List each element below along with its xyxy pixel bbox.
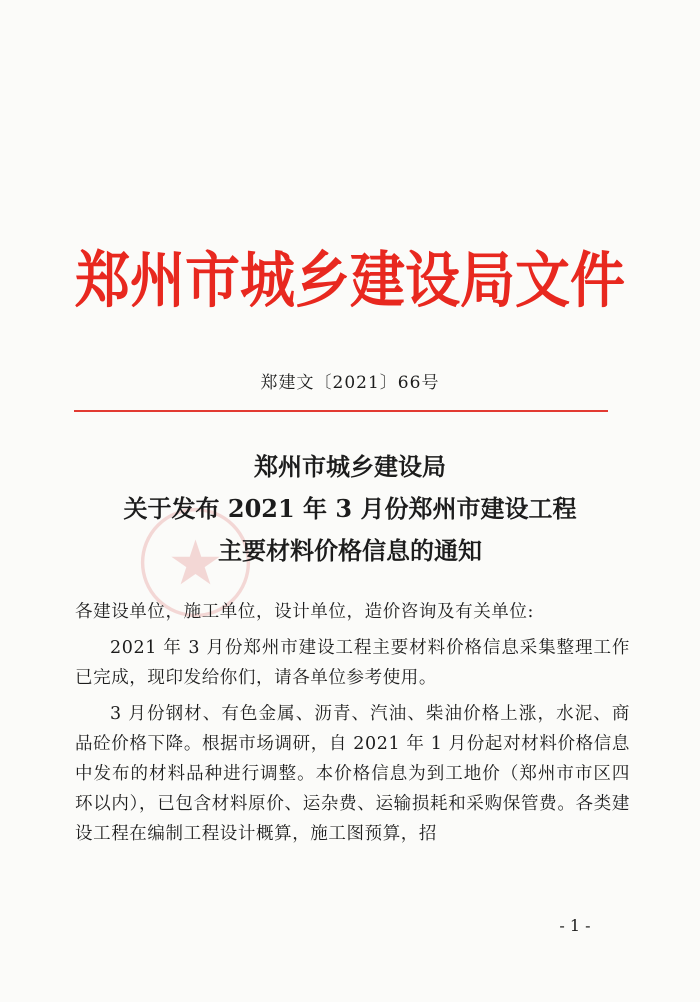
red-divider bbox=[74, 410, 608, 412]
title-line-2: 关于发布 2021 年 3 月份郑州市建设工程 bbox=[123, 494, 577, 523]
title-line-1: 郑州市城乡建设局 bbox=[254, 452, 446, 481]
document-number: 郑建文〔2021〕66号 bbox=[260, 373, 440, 393]
issuer-header: 郑州市城乡建设局文件 bbox=[74, 244, 625, 316]
addressee: 各建设单位，施工单位，设计单位，造价咨询及有关单位: bbox=[75, 602, 534, 622]
title-line-3: 主要材料价格信息的通知 bbox=[218, 536, 482, 565]
body-paragraph-1: 2021 年 3 月份郑州市建设工程主要材料价格信息采集整理工作已完成，现印发给你们，请各单位参考使用。 bbox=[75, 638, 630, 688]
body-paragraph-2: 3 月份钢材、有色金属、沥青、汽油、柴油价格上涨，水泥、商品砼价格下降。根据市场调研，自 2021 年 1 月份起对材料价格信息中发布的材料品种进行调整。本价格信息为到工地价（郑州市市区四环以内），已包含材料原价、运杂费、运输损耗和采购保管费。各类建设工程在编制工程设计概算，施工图预算，招 bbox=[75, 704, 630, 844]
notice-body bbox=[75, 597, 630, 855]
page-number: - 1 - bbox=[559, 916, 591, 935]
notice-title bbox=[0, 446, 700, 572]
